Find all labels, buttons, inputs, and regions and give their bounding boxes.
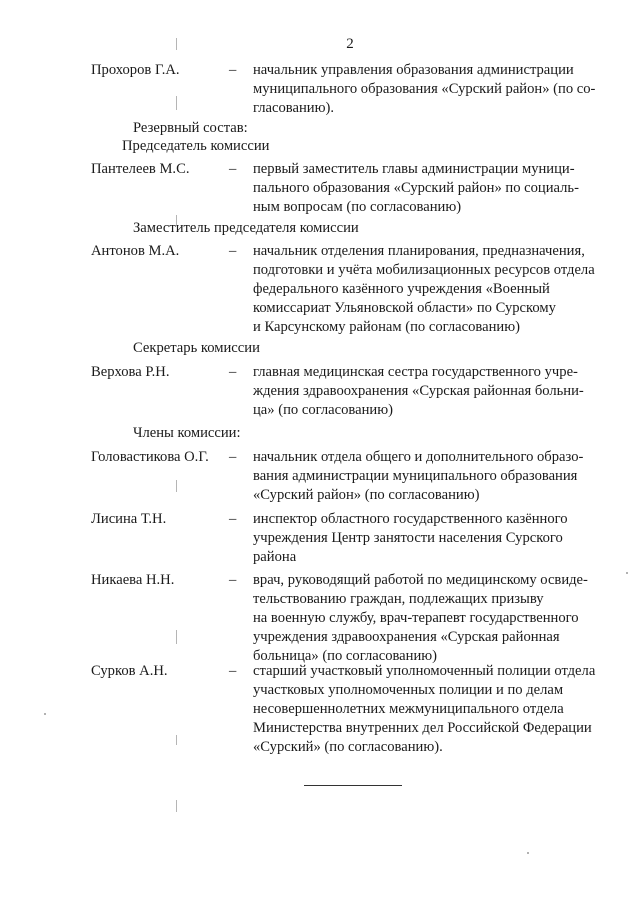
section-heading-chairman: Председатель комиссии	[122, 138, 270, 154]
description-line: тельствованию граждан, подлежащих призыву	[253, 591, 544, 607]
description-line: старший участковый уполномоченный полиции отдела	[253, 663, 596, 679]
description-line: главная медицинская сестра государственного учре-	[253, 364, 578, 380]
description-line: Министерства внутренних дел Российской Федерации	[253, 720, 592, 736]
section-heading-deputy: Заместитель председателя комиссии	[133, 220, 359, 236]
member-name: Антонов М.А.	[91, 243, 180, 259]
description-line: инспектор областного государственного казённого	[253, 511, 568, 527]
member-name: Пантелеев М.С.	[91, 161, 190, 177]
description-line: пального образования «Сурский район» по социаль-	[253, 180, 579, 196]
description-line: ным вопросам (по согласованию)	[253, 199, 462, 215]
member-dash: –	[229, 161, 237, 177]
description-line: начальник отделения планирования, предназначения,	[253, 243, 585, 259]
description-line: и Карсунскому районам (по согласованию)	[253, 319, 520, 335]
section-heading-secretary: Секретарь комиссии	[133, 340, 260, 356]
member-description	[253, 662, 608, 757]
member-description	[253, 61, 608, 118]
description-line: подготовки и учёта мобилизационных ресурсов отдела	[253, 262, 595, 278]
description-line: ждения здравоохранения «Сурская районная больни-	[253, 383, 584, 399]
scan-artifact	[176, 96, 177, 110]
description-line: участковых уполномоченных полиции и по делам	[253, 682, 564, 698]
description-line: начальник управления образования администрации	[253, 62, 574, 78]
description-line: на военную службу, врач-терапевт государственного	[253, 610, 579, 626]
section-heading-members: Члены комиссии:	[133, 425, 241, 441]
member-name: Прохоров Г.А.	[91, 62, 180, 78]
member-name: Никаева Н.Н.	[91, 572, 175, 588]
scan-artifact	[176, 735, 177, 745]
page-number: 2	[346, 36, 354, 52]
scan-artifact	[626, 572, 628, 574]
member-dash: –	[229, 243, 237, 259]
description-line: района	[253, 549, 297, 565]
member-description	[253, 448, 608, 505]
scan-artifact	[176, 480, 177, 492]
member-description	[253, 160, 608, 217]
description-line: муниципального образования «Сурский район» (по со-	[253, 81, 596, 97]
scan-artifact	[176, 800, 177, 812]
scan-artifact	[176, 630, 177, 644]
member-description	[253, 510, 608, 567]
member-description	[253, 571, 608, 666]
scan-artifact	[44, 713, 46, 715]
description-line: учреждения Центр занятости населения Сурского	[253, 530, 563, 546]
member-name: Верхова Р.Н.	[91, 364, 170, 380]
member-dash: –	[229, 663, 237, 679]
description-line: начальник отдела общего и дополнительного образо-	[253, 449, 584, 465]
member-dash: –	[229, 62, 237, 78]
description-line: вания администрации муниципального образования	[253, 468, 578, 484]
member-dash: –	[229, 511, 237, 527]
description-line: первый заместитель главы администрации муници-	[253, 161, 575, 177]
section-heading-reserve: Резервный состав:	[133, 120, 248, 136]
member-description	[253, 363, 608, 420]
member-name: Головастикова О.Г.	[91, 449, 209, 465]
description-line: комиссариат Ульяновской области» по Сурскому	[253, 300, 556, 316]
description-line: ца» (по согласованию)	[253, 402, 393, 418]
member-description	[253, 242, 608, 337]
description-line: несовершеннолетних межмуниципального отдела	[253, 701, 564, 717]
member-dash: –	[229, 572, 237, 588]
description-line: гласованию).	[253, 100, 334, 116]
description-line: «Сурский» (по согласованию).	[253, 739, 443, 755]
member-dash: –	[229, 364, 237, 380]
description-line: «Сурский район» (по согласованию)	[253, 487, 480, 503]
description-line: федерального казённого учреждения «Военный	[253, 281, 550, 297]
member-name: Сурков А.Н.	[91, 663, 168, 679]
member-name: Лисина Т.Н.	[91, 511, 167, 527]
description-line: врач, руководящий работой по медицинскому освиде-	[253, 572, 588, 588]
description-line: учреждения здравоохранения «Сурская районная	[253, 629, 560, 645]
scan-artifact	[527, 852, 529, 854]
member-dash: –	[229, 449, 237, 465]
description-line: больница» (по согласованию)	[253, 648, 438, 664]
end-divider	[304, 785, 402, 786]
